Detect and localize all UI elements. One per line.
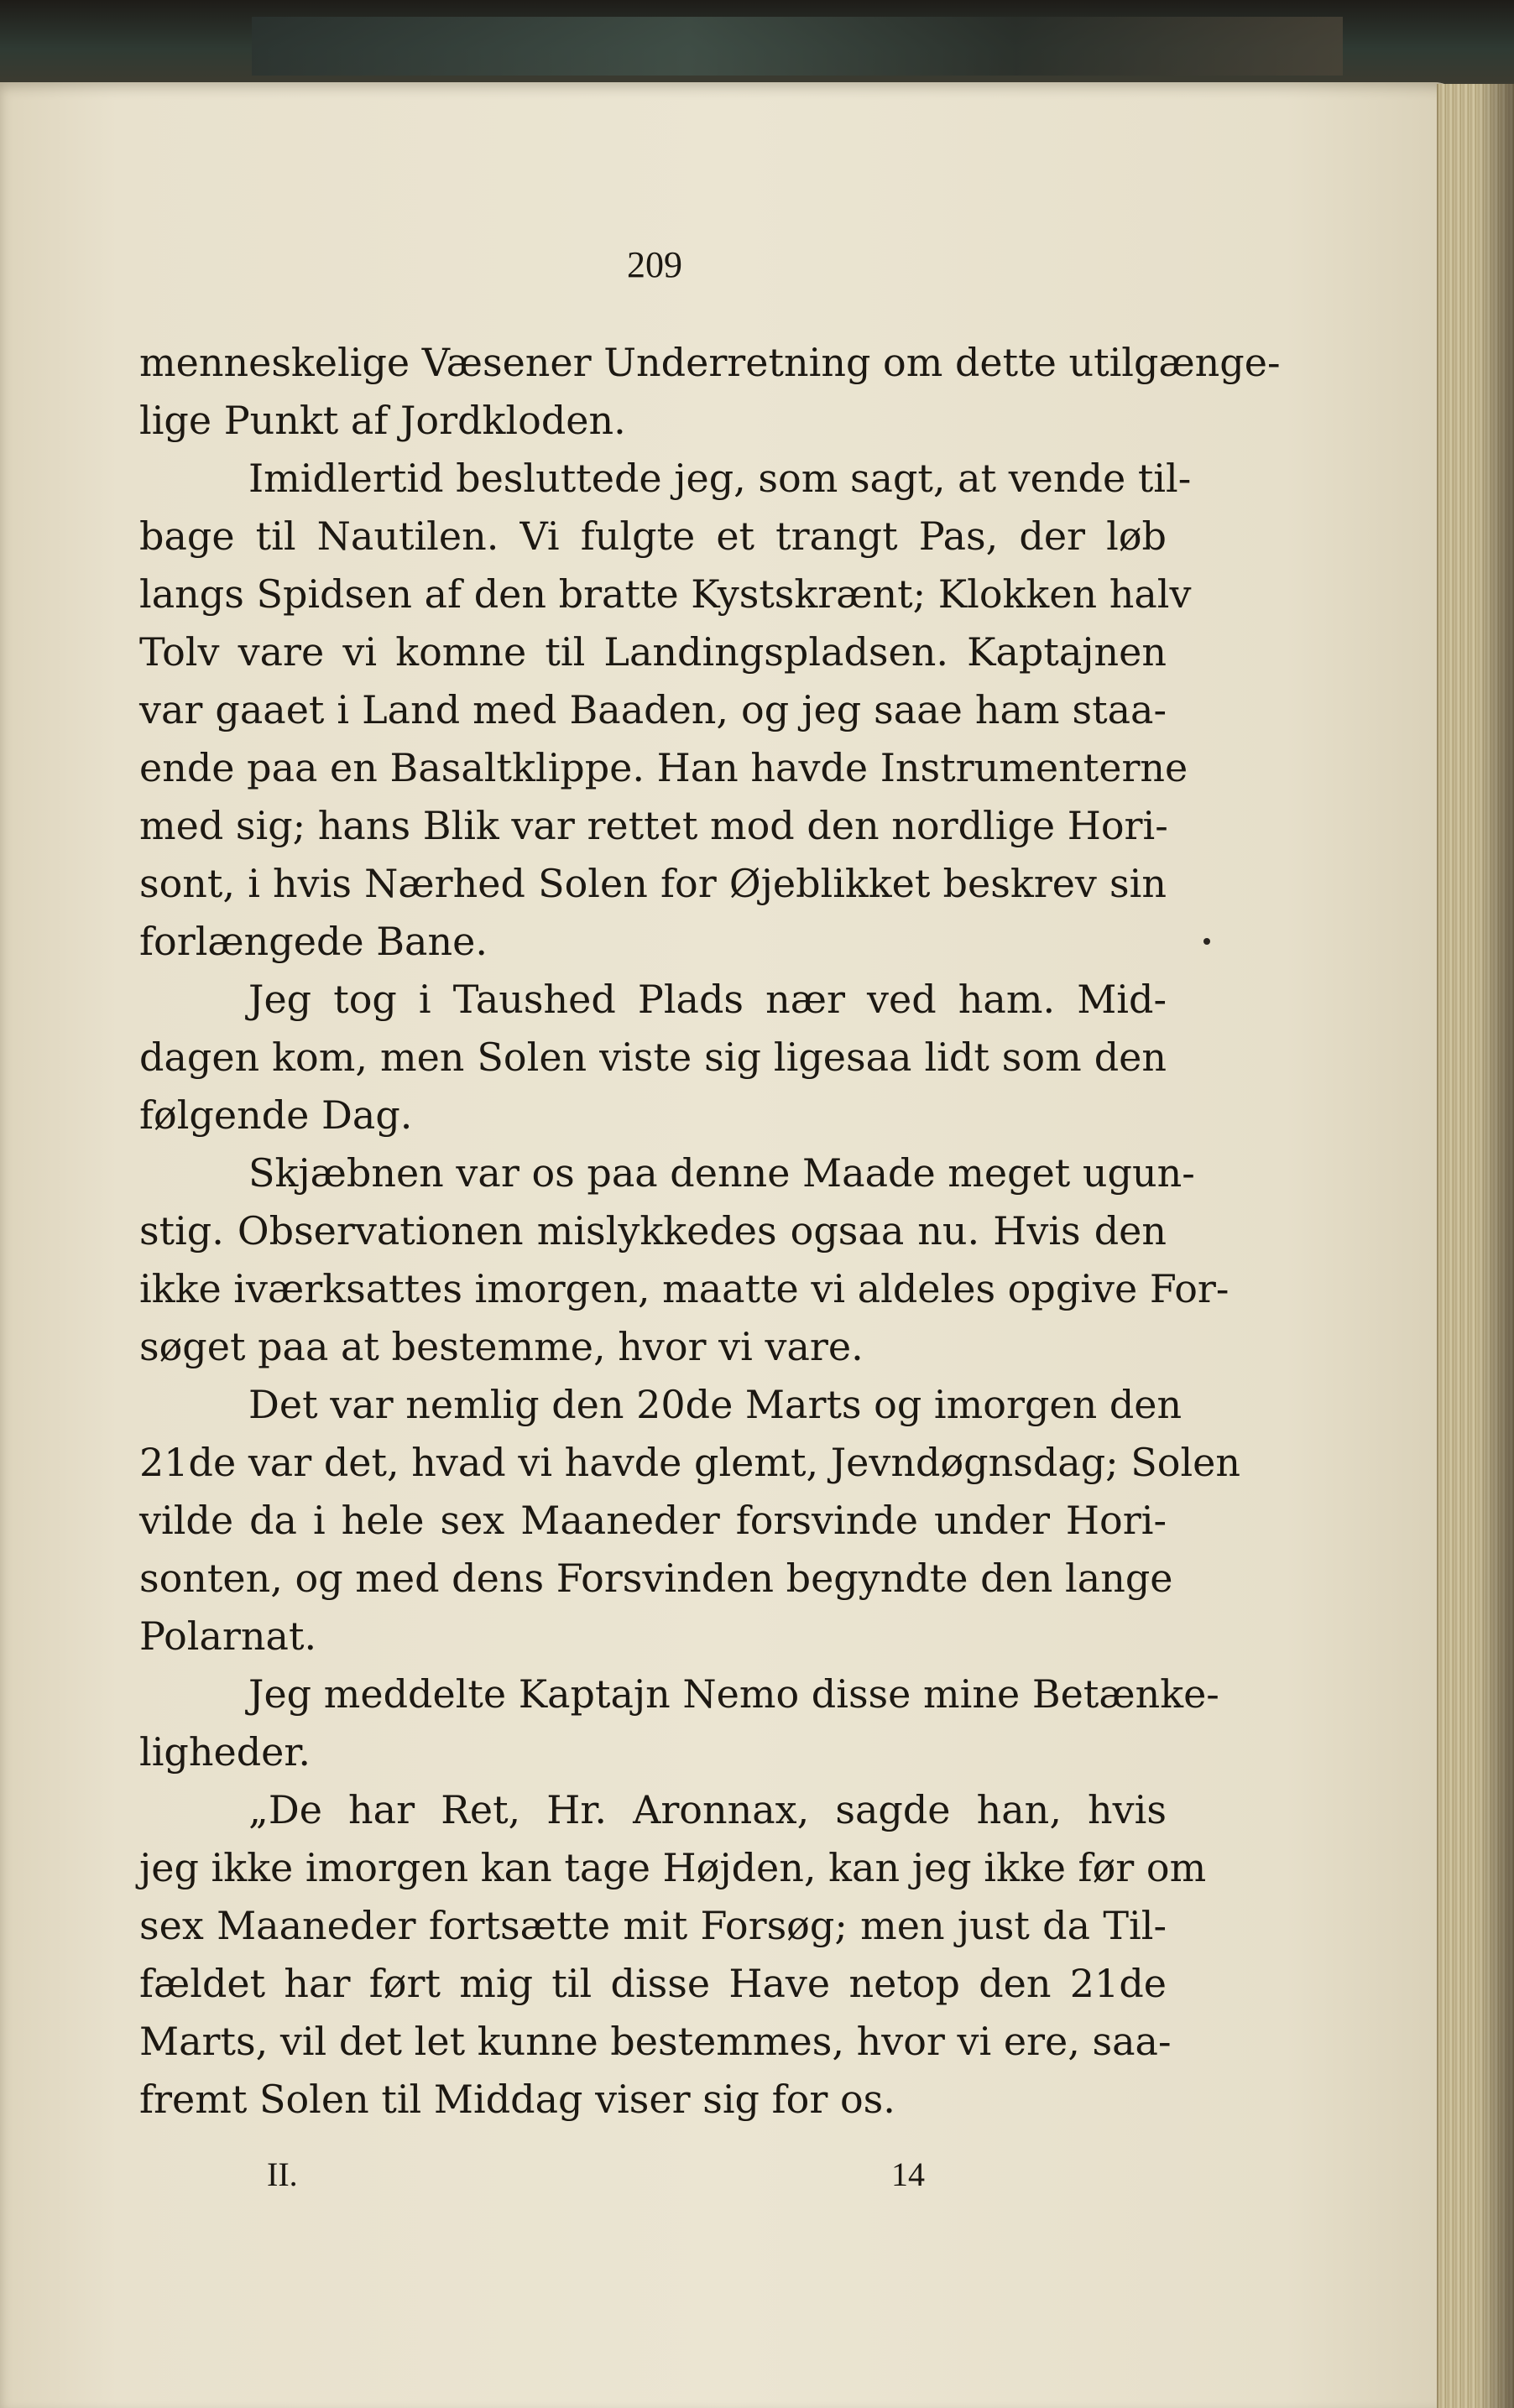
text-line: Polarnat. — [139, 1613, 317, 1659]
text-line: følgende Dag. — [139, 1092, 413, 1138]
text-line: Jeg tog i Taushed Plads nær ved ham. Mid- — [248, 977, 1167, 1022]
text-line: fremt Solen til Middag viser sig for os. — [139, 2077, 895, 2122]
text-line: Imidlertid besluttede jeg, som sagt, at vende til- — [248, 456, 1192, 501]
gathering-number: 14 — [891, 2155, 925, 2193]
text-line: jeg ikke imorgen kan tage Højden, kan jeg ikke før om — [139, 1845, 1207, 1890]
text-line: „De har Ret, Hr. Aronnax, sagde han, hvis — [248, 1787, 1167, 1832]
page-number: 209 — [627, 244, 682, 285]
text-line: ende paa en Basaltklippe. Han havde Instrumenterne — [139, 745, 1188, 790]
text-line: var gaaet i Land med Baaden, og jeg saae ham staa- — [139, 687, 1167, 732]
book-cover-accent — [252, 17, 1343, 76]
text-line: menneskelige Væsener Underretning om dette utilgænge- — [139, 340, 1281, 385]
text-line: sonten, og med dens Forsvinden begyndte den lange — [139, 1556, 1173, 1601]
text-line: sex Maaneder fortsætte mit Forsøg; men just da Til- — [139, 1903, 1167, 1948]
ink-speck — [1203, 938, 1210, 945]
text-line: Jeg meddelte Kaptajn Nemo disse mine Betænke- — [248, 1671, 1219, 1717]
text-line: Marts, vil det let kunne bestemmes, hvor vi ere, saa- — [139, 2019, 1172, 2064]
text-line: bage til Nautilen. Vi fulgte et trangt Pas, der løb — [139, 513, 1167, 559]
text-line: vilde da i hele sex Maaneder forsvinde under Hori- — [139, 1498, 1167, 1543]
text-line: 21de var det, hvad vi havde glemt, Jevndøgnsdag; Solen — [139, 1440, 1241, 1485]
text-line: Tolv vare vi komne til Landingspladsen. Kaptajnen — [139, 629, 1167, 675]
text-line: langs Spidsen af den bratte Kystskrænt; Klokken halv — [139, 571, 1192, 617]
text-line: ikke iværksattes imorgen, maatte vi aldeles opgive For- — [139, 1266, 1229, 1311]
text-line: stig. Observationen mislykkedes ogsaa nu. Hvis den — [139, 1208, 1167, 1254]
text-line: lige Punkt af Jordkloden. — [139, 398, 626, 443]
body-text — [139, 334, 1281, 2129]
text-line: Skjæbnen var os paa denne Maade meget ugun- — [248, 1150, 1195, 1196]
text-line: fældet har ført mig til disse Have netop den 21de — [139, 1961, 1167, 2006]
text-line: med sig; hans Blik var rettet mod den nordlige Hori- — [139, 803, 1168, 848]
signature-mark: II. — [267, 2155, 298, 2193]
text-line: ligheder. — [139, 1729, 311, 1775]
text-line: søget paa at bestemme, hvor vi vare. — [139, 1324, 864, 1369]
text-line: Det var nemlig den 20de Marts og imorgen den — [248, 1382, 1182, 1427]
text-line: sont, i hvis Nærhed Solen for Øjeblikket beskrev sin — [139, 861, 1167, 906]
text-line: forlængede Bane. — [139, 919, 488, 964]
text-line: dagen kom, men Solen viste sig ligesaa lidt som den — [139, 1035, 1167, 1080]
page-edge-shadow — [1477, 84, 1514, 2408]
